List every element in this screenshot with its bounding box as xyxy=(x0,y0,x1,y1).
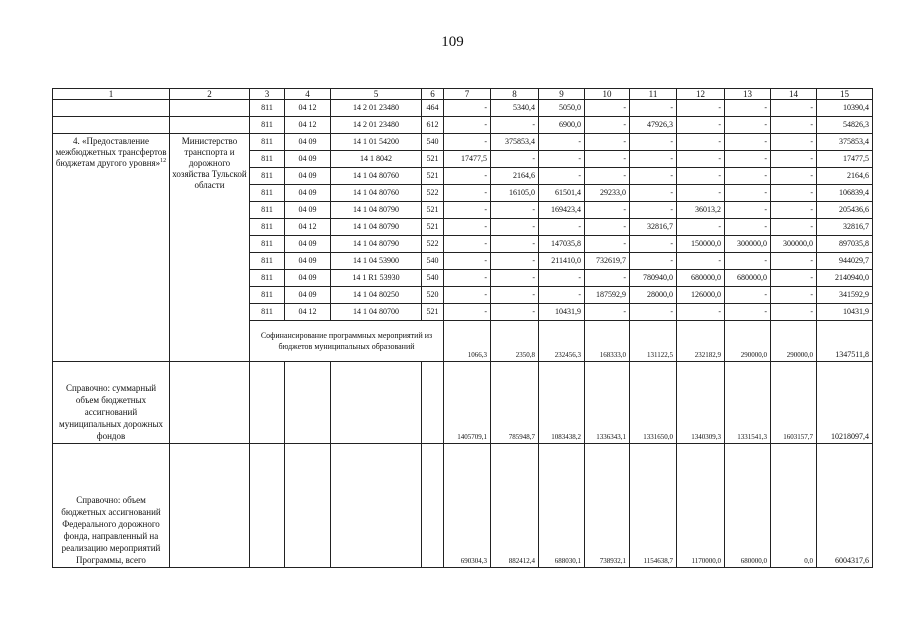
value-cell: - xyxy=(630,202,677,219)
value-cell: - xyxy=(491,253,539,270)
value-cell: - xyxy=(491,151,539,168)
value-cell: - xyxy=(725,100,771,117)
code-cell: 521 xyxy=(422,168,444,185)
code-cell: 522 xyxy=(422,236,444,253)
code-cell: 540 xyxy=(422,134,444,151)
code-cell: 14 1 04 80760 xyxy=(331,185,422,202)
value-cell: 732619,7 xyxy=(585,253,630,270)
table-header-row xyxy=(53,89,873,100)
value-cell: 1340309,3 xyxy=(677,362,725,444)
value-cell: 680000,0 xyxy=(725,444,771,568)
code-cell: 811 xyxy=(250,100,285,117)
code-cell: 811 xyxy=(250,117,285,134)
value-cell: 32816,7 xyxy=(817,219,873,236)
value-cell: 6900,0 xyxy=(539,117,585,134)
empty-cell xyxy=(422,444,444,568)
code-cell: 14 1 01 54200 xyxy=(331,134,422,151)
value-cell: 54826,3 xyxy=(817,117,873,134)
code-cell: 04 09 xyxy=(285,253,331,270)
column-header: 11 xyxy=(630,89,677,100)
code-cell: 14 1 04 80790 xyxy=(331,236,422,253)
empty-cell xyxy=(422,362,444,444)
column-header: 6 xyxy=(422,89,444,100)
column-header: 14 xyxy=(771,89,817,100)
value-cell: 10431,9 xyxy=(539,304,585,321)
table-row xyxy=(53,444,873,568)
value-cell: - xyxy=(539,287,585,304)
value-cell: 131122,5 xyxy=(630,321,677,362)
code-cell: 521 xyxy=(422,304,444,321)
code-cell: 811 xyxy=(250,168,285,185)
value-cell: 780940,0 xyxy=(630,270,677,287)
value-cell: - xyxy=(771,117,817,134)
value-cell: - xyxy=(585,304,630,321)
value-cell: - xyxy=(491,287,539,304)
column-header: 5 xyxy=(331,89,422,100)
value-cell: 147035,8 xyxy=(539,236,585,253)
code-cell: 521 xyxy=(422,151,444,168)
value-cell: - xyxy=(771,151,817,168)
value-cell: - xyxy=(585,219,630,236)
code-cell: 612 xyxy=(422,117,444,134)
code-cell: 14 1 8042 xyxy=(331,151,422,168)
empty-cell xyxy=(250,444,285,568)
value-cell: - xyxy=(771,253,817,270)
column-header: 7 xyxy=(444,89,491,100)
ref2-label: Справочно: объем бюджетных ассигнований Федерального дорожного фонда, направленный на реализацию мероприятий Программы, всего xyxy=(53,444,170,568)
value-cell: - xyxy=(725,219,771,236)
value-cell: 126000,0 xyxy=(677,287,725,304)
value-cell: 10431,9 xyxy=(817,304,873,321)
column-header: 4 xyxy=(285,89,331,100)
value-cell: - xyxy=(771,185,817,202)
code-cell: 14 1 04 53900 xyxy=(331,253,422,270)
code-cell: 811 xyxy=(250,253,285,270)
value-cell: 17477,5 xyxy=(444,151,491,168)
value-cell: - xyxy=(585,100,630,117)
table-row xyxy=(53,362,873,444)
value-cell: - xyxy=(771,134,817,151)
value-cell: 32816,7 xyxy=(630,219,677,236)
column-header: 3 xyxy=(250,89,285,100)
value-cell: 211410,0 xyxy=(539,253,585,270)
table-row xyxy=(53,117,873,134)
value-cell: 1083438,2 xyxy=(539,362,585,444)
code-cell: 520 xyxy=(422,287,444,304)
code-cell: 04 09 xyxy=(285,287,331,304)
code-cell: 04 09 xyxy=(285,134,331,151)
column-header: 12 xyxy=(677,89,725,100)
value-cell: 5340,4 xyxy=(491,100,539,117)
value-cell: 232182,9 xyxy=(677,321,725,362)
page-number: 109 xyxy=(441,34,464,50)
code-cell: 04 12 xyxy=(285,304,331,321)
value-cell: 168333,0 xyxy=(585,321,630,362)
value-cell: - xyxy=(539,134,585,151)
value-cell: 897035,8 xyxy=(817,236,873,253)
value-cell: 28000,0 xyxy=(630,287,677,304)
column-header: 8 xyxy=(491,89,539,100)
code-cell: 811 xyxy=(250,151,285,168)
value-cell: - xyxy=(444,236,491,253)
value-cell: 10218097,4 xyxy=(817,362,873,444)
value-cell: - xyxy=(491,304,539,321)
code-cell: 811 xyxy=(250,219,285,236)
value-cell: 290000,0 xyxy=(725,321,771,362)
code-cell: 04 12 xyxy=(285,219,331,236)
code-cell: 14 1 R1 53930 xyxy=(331,270,422,287)
column-header: 9 xyxy=(539,89,585,100)
value-cell: - xyxy=(677,100,725,117)
ref1-label: Справочно: суммарный объем бюджетных ассигнований муниципальных дорожных фондов xyxy=(53,362,170,444)
value-cell: - xyxy=(630,236,677,253)
value-cell: 36013,2 xyxy=(677,202,725,219)
value-cell: 1331541,3 xyxy=(725,362,771,444)
value-cell: - xyxy=(771,202,817,219)
value-cell: - xyxy=(677,185,725,202)
value-cell: - xyxy=(585,202,630,219)
value-cell: 29233,0 xyxy=(585,185,630,202)
value-cell: - xyxy=(444,185,491,202)
code-cell: 540 xyxy=(422,253,444,270)
value-cell: - xyxy=(677,117,725,134)
value-cell: - xyxy=(585,117,630,134)
value-cell: 680000,0 xyxy=(725,270,771,287)
activity-name xyxy=(53,134,170,362)
empty-cell xyxy=(170,117,250,134)
empty-cell xyxy=(53,100,170,117)
value-cell: 0,0 xyxy=(771,444,817,568)
value-cell: - xyxy=(725,185,771,202)
empty-cell xyxy=(53,117,170,134)
value-cell: - xyxy=(444,270,491,287)
value-cell: 882412,4 xyxy=(491,444,539,568)
budget-table xyxy=(52,88,873,568)
code-cell: 04 12 xyxy=(285,117,331,134)
code-cell: 14 1 04 80250 xyxy=(331,287,422,304)
value-cell: 300000,0 xyxy=(771,236,817,253)
empty-cell xyxy=(170,362,250,444)
value-cell: 341592,9 xyxy=(817,287,873,304)
value-cell: 944029,7 xyxy=(817,253,873,270)
value-cell: - xyxy=(491,219,539,236)
value-cell: - xyxy=(444,134,491,151)
value-cell: - xyxy=(725,287,771,304)
value-cell: 187592,9 xyxy=(585,287,630,304)
value-cell: 2140940,0 xyxy=(817,270,873,287)
empty-cell xyxy=(331,362,422,444)
value-cell: 680000,0 xyxy=(677,270,725,287)
column-header: 2 xyxy=(170,89,250,100)
table-row xyxy=(53,134,873,151)
value-cell: 205436,6 xyxy=(817,202,873,219)
value-cell: - xyxy=(444,287,491,304)
value-cell: 2164,6 xyxy=(817,168,873,185)
value-cell: - xyxy=(630,185,677,202)
value-cell: - xyxy=(677,304,725,321)
code-cell: 14 1 04 80700 xyxy=(331,304,422,321)
value-cell: - xyxy=(725,304,771,321)
activity-name-text: 4. «Предоставление межбюджетных трансфертов бюджетам другого уровня» xyxy=(55,136,167,168)
value-cell: 6004317,6 xyxy=(817,444,873,568)
cofinancing-label: Софинансирование программных мероприятий из бюджетов муниципальных образований xyxy=(250,321,444,362)
code-cell: 14 1 04 80760 xyxy=(331,168,422,185)
code-cell: 811 xyxy=(250,287,285,304)
value-cell: 688030,1 xyxy=(539,444,585,568)
code-cell: 521 xyxy=(422,202,444,219)
code-cell: 04 09 xyxy=(285,151,331,168)
value-cell: 1336343,1 xyxy=(585,362,630,444)
value-cell: - xyxy=(444,117,491,134)
value-cell: - xyxy=(725,168,771,185)
value-cell: 1347511,8 xyxy=(817,321,873,362)
value-cell: 785948,7 xyxy=(491,362,539,444)
value-cell: - xyxy=(725,202,771,219)
code-cell: 04 09 xyxy=(285,185,331,202)
code-cell: 464 xyxy=(422,100,444,117)
value-cell: 61501,4 xyxy=(539,185,585,202)
value-cell: 300000,0 xyxy=(725,236,771,253)
value-cell: - xyxy=(725,253,771,270)
code-cell: 14 1 04 80790 xyxy=(331,219,422,236)
code-cell: 04 09 xyxy=(285,202,331,219)
column-header: 10 xyxy=(585,89,630,100)
value-cell: - xyxy=(585,168,630,185)
responsible-ministry: Министерство транспорта и дорожного хозяйства Тульской области xyxy=(170,134,250,362)
value-cell: - xyxy=(444,168,491,185)
value-cell: 150000,0 xyxy=(677,236,725,253)
value-cell: 47926,3 xyxy=(630,117,677,134)
code-cell: 811 xyxy=(250,202,285,219)
value-cell: 2350,8 xyxy=(491,321,539,362)
value-cell: 169423,4 xyxy=(539,202,585,219)
value-cell: - xyxy=(585,151,630,168)
code-cell: 04 09 xyxy=(285,236,331,253)
value-cell: - xyxy=(725,151,771,168)
code-cell: 04 09 xyxy=(285,168,331,185)
value-cell: 690304,3 xyxy=(444,444,491,568)
value-cell: - xyxy=(630,168,677,185)
value-cell: 16105,0 xyxy=(491,185,539,202)
value-cell: - xyxy=(491,117,539,134)
value-cell: - xyxy=(677,134,725,151)
empty-cell xyxy=(170,100,250,117)
value-cell: - xyxy=(771,287,817,304)
code-cell: 522 xyxy=(422,185,444,202)
empty-cell xyxy=(331,444,422,568)
code-cell: 811 xyxy=(250,270,285,287)
value-cell: 1154638,7 xyxy=(630,444,677,568)
code-cell: 811 xyxy=(250,236,285,253)
empty-cell xyxy=(285,362,331,444)
table-row xyxy=(53,100,873,117)
value-cell: - xyxy=(630,134,677,151)
value-cell: 1603157,7 xyxy=(771,362,817,444)
value-cell: - xyxy=(677,151,725,168)
empty-cell xyxy=(170,444,250,568)
value-cell: - xyxy=(771,304,817,321)
value-cell: 738932,1 xyxy=(585,444,630,568)
code-cell: 14 2 01 23480 xyxy=(331,117,422,134)
value-cell: 1170000,0 xyxy=(677,444,725,568)
value-cell: - xyxy=(630,151,677,168)
value-cell: - xyxy=(539,151,585,168)
value-cell: - xyxy=(630,100,677,117)
value-cell: - xyxy=(491,270,539,287)
value-cell: - xyxy=(539,270,585,287)
code-cell: 14 2 01 23480 xyxy=(331,100,422,117)
value-cell: - xyxy=(539,219,585,236)
value-cell: 1405709,1 xyxy=(444,362,491,444)
value-cell: 375853,4 xyxy=(817,134,873,151)
value-cell: - xyxy=(444,202,491,219)
value-cell: - xyxy=(491,236,539,253)
value-cell: - xyxy=(677,253,725,270)
code-cell: 521 xyxy=(422,219,444,236)
value-cell: - xyxy=(771,270,817,287)
code-cell: 811 xyxy=(250,185,285,202)
value-cell: 2164,6 xyxy=(491,168,539,185)
value-cell: 1066,3 xyxy=(444,321,491,362)
value-cell: - xyxy=(677,219,725,236)
code-cell: 811 xyxy=(250,134,285,151)
code-cell: 14 1 04 80790 xyxy=(331,202,422,219)
value-cell: - xyxy=(771,168,817,185)
footnote-mark: 12 xyxy=(160,158,167,164)
code-cell: 811 xyxy=(250,304,285,321)
value-cell: - xyxy=(771,100,817,117)
value-cell: - xyxy=(444,219,491,236)
code-cell: 04 09 xyxy=(285,270,331,287)
value-cell: - xyxy=(585,236,630,253)
column-header: 15 xyxy=(817,89,873,100)
value-cell: 17477,5 xyxy=(817,151,873,168)
value-cell: - xyxy=(444,304,491,321)
value-cell: - xyxy=(771,219,817,236)
empty-cell xyxy=(250,362,285,444)
value-cell: - xyxy=(677,168,725,185)
value-cell: - xyxy=(585,270,630,287)
empty-cell xyxy=(285,444,331,568)
value-cell: - xyxy=(630,304,677,321)
column-header: 13 xyxy=(725,89,771,100)
value-cell: 290000,0 xyxy=(771,321,817,362)
value-cell: - xyxy=(725,134,771,151)
value-cell: - xyxy=(444,100,491,117)
value-cell: 1331650,0 xyxy=(630,362,677,444)
value-cell: 232456,3 xyxy=(539,321,585,362)
code-cell: 540 xyxy=(422,270,444,287)
column-header: 1 xyxy=(53,89,170,100)
code-cell: 04 12 xyxy=(285,100,331,117)
value-cell: 5050,0 xyxy=(539,100,585,117)
value-cell: 375853,4 xyxy=(491,134,539,151)
value-cell: 10390,4 xyxy=(817,100,873,117)
value-cell: - xyxy=(585,134,630,151)
value-cell: - xyxy=(725,117,771,134)
value-cell: - xyxy=(444,253,491,270)
value-cell: - xyxy=(491,202,539,219)
value-cell: - xyxy=(630,253,677,270)
value-cell: 106839,4 xyxy=(817,185,873,202)
value-cell: - xyxy=(539,168,585,185)
